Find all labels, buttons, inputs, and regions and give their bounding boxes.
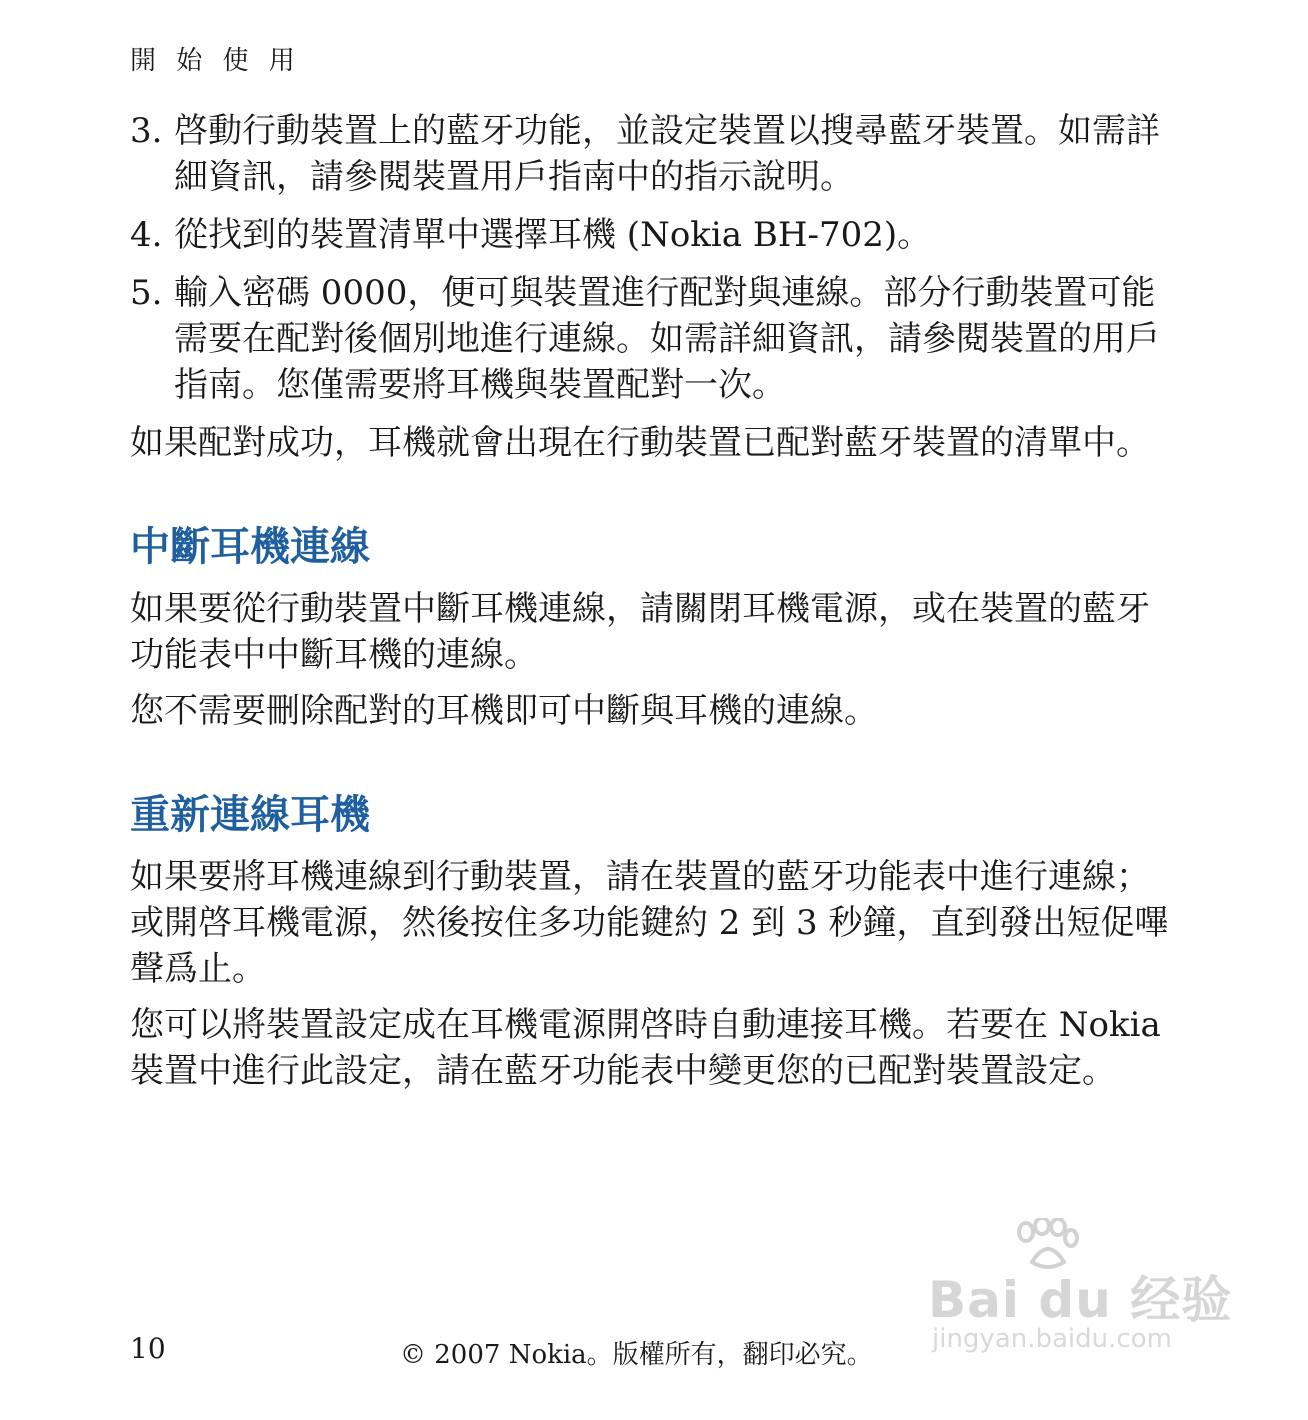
- disconnect-paragraph: 如果要從行動裝置中斷耳機連線，請關閉耳機電源，或在裝置的藍牙功能表中中斷耳機的連線。: [130, 589, 1150, 675]
- reconnect-paragraph: 如果要將耳機連線到行動裝置，請在裝置的藍牙功能表中進行連線；或開啓耳機電源，然後按住多功能鍵約 2 到 3 秒鐘，直到發出短促嗶聲爲止。: [130, 857, 1169, 989]
- step-number: 3.: [130, 111, 163, 151]
- step-text: 從找到的裝置清單中選擇耳機 (Nokia BH-702)。: [174, 215, 932, 255]
- step-number: 5.: [130, 273, 163, 313]
- page-body: [130, 108, 1170, 1104]
- reconnect-heading: 重新連線耳機: [130, 791, 370, 838]
- disconnect-heading: 中斷耳機連線: [130, 523, 370, 570]
- page-number: 10: [130, 1332, 166, 1365]
- step-item: [130, 108, 1170, 200]
- watermark-url: jingyan.baidu.com: [932, 1324, 1172, 1354]
- step-item: [130, 212, 1170, 258]
- step-item: [130, 270, 1170, 408]
- step-number: 4.: [130, 215, 163, 255]
- page-footer: [0, 1332, 1308, 1376]
- step-text: 啓動行動裝置上的藍牙功能，並設定裝置以搜尋藍牙裝置。如需詳細資訊，請參閱裝置用戶指南中的指示說明。: [174, 111, 1160, 197]
- step-text: 輸入密碼 0000，便可與裝置進行配對與連線。部分行動裝置可能需要在配對後個別地進行連線。如需詳細資訊，請參閱裝置的用戶指南。您僅需要將耳機與裝置配對一次。: [174, 273, 1160, 405]
- running-head: 開 始 使 用: [130, 46, 301, 76]
- disconnect-paragraph: 您不需要刪除配對的耳機即可中斷與耳機的連線。: [130, 691, 878, 731]
- watermark-brand: Bai du 经验: [928, 1271, 1233, 1329]
- reconnect-paragraph: 您可以將裝置設定成在耳機電源開啓時自動連接耳機。若要在 Nokia 裝置中進行此設定，請在藍牙功能表中變更您的已配對裝置設定。: [130, 1005, 1161, 1091]
- copyright-notice: © 2007 Nokia。版權所有，翻印必究。: [400, 1340, 873, 1370]
- pairing-success-note: 如果配對成功，耳機就會出現在行動裝置已配對藍牙裝置的清單中。: [130, 423, 1150, 463]
